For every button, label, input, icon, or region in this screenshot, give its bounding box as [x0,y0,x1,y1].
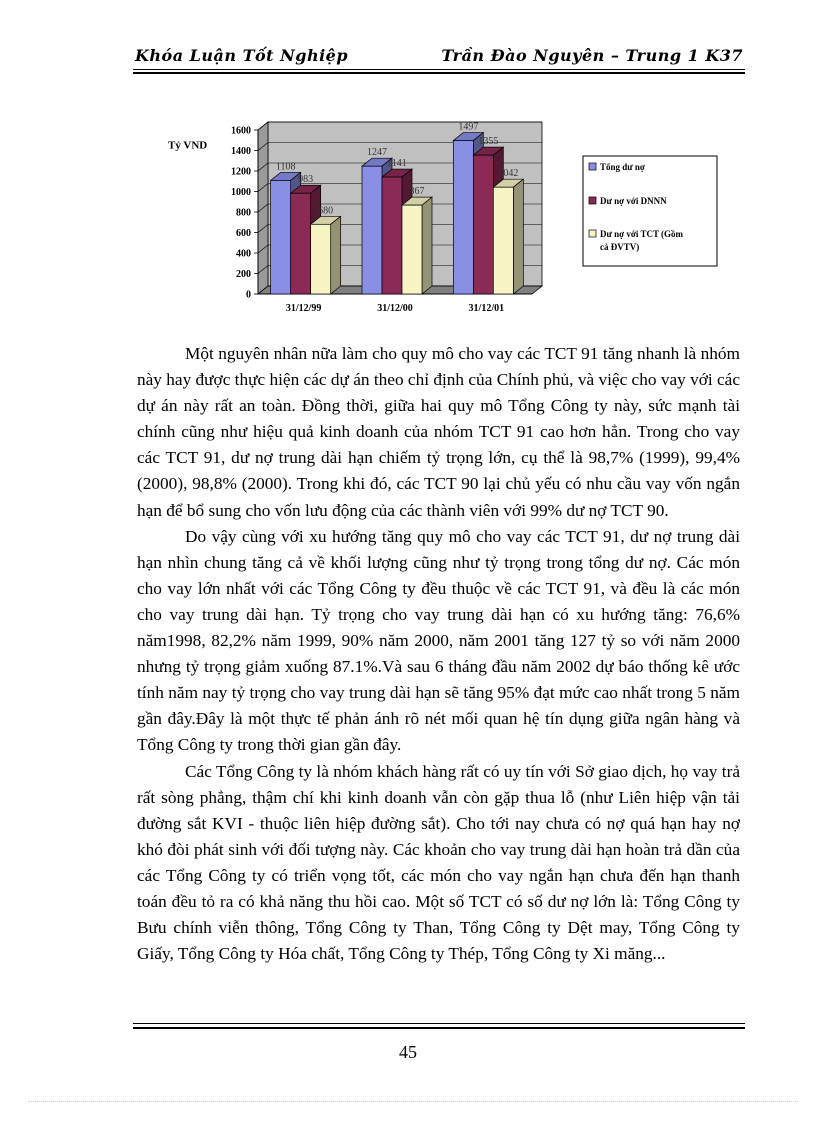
y-tick-label: 800 [236,207,251,219]
paragraph-1: Một nguyên nhân nữa làm cho quy mô cho vay các TCT 91 tăng nhanh là nhóm này hay được thực hiện các dự án theo chỉ định của Chính phủ, và việc cho vay với các dự án này rất an toàn. Đồng thời, giữa hai quy mô Tổng Công ty này, sức mạnh tài chính cũng như hiệu quả kinh doanh của nhóm TCT 91 cao hơn hẳn. Trong cho vay các TCT 91, dư nợ trung dài hạn chiếm tỷ trọng lớn, cụ thể là 98,7% (1999), 99,4% (2000), 98,8% (2000). Trong khi đó, các TCT 90 lại chủ yếu có nhu cầu vay vốn ngắn hạn để bổ sung cho vốn lưu động của các thành viên với 99% dư nợ TCT 90. [137,344,741,520]
bar [473,155,493,294]
y-axis-label: Tỷ VND [168,139,208,152]
bar-side [331,216,341,294]
bar-side [422,197,432,294]
legend-swatch [589,230,596,237]
legend-swatch [589,197,596,204]
bar [311,224,331,294]
y-tick-label: 1200 [231,166,251,178]
page-number: 45 [399,1042,417,1062]
y-tick-label: 1400 [231,146,251,157]
bar [402,205,422,294]
legend-label: Dư nợ với TCT (Gồm cả ĐVTV) [600,229,684,252]
bar [271,180,291,294]
y-tick-label: 400 [236,248,251,260]
bar-chart [160,118,720,322]
data-label: 1141 [387,158,407,170]
bar [382,177,402,294]
data-label: 983 [298,174,314,186]
x-tick-label: 31/12/01 [468,303,505,314]
bar [453,141,473,294]
body-text [137,341,740,967]
header-right: Trần Đào Nguyên – Trung 1 K37 [441,46,743,65]
bar-side [513,179,523,294]
page-bottom-dotted-line [28,1101,798,1102]
footer-rule-thick [133,1027,745,1029]
bar [493,187,513,294]
x-tick-label: 31/12/99 [285,303,322,314]
footer-rule-thin [133,1023,745,1024]
data-label: 1355 [478,136,499,148]
y-tick-label: 1600 [231,125,251,137]
legend-label: Dư nợ với DNNN [600,196,667,206]
page-header [135,44,743,68]
data-label: 1042 [498,168,519,180]
bar [291,193,311,294]
data-label: 1497 [458,121,479,133]
data-label: 680 [318,205,334,217]
bar [362,166,382,294]
y-tick-label: 1000 [231,187,251,198]
data-label: 867 [409,186,425,198]
y-tick-label: 600 [236,228,251,239]
data-label: 1247 [367,147,387,159]
x-tick-label: 31/12/00 [377,303,413,314]
paragraph-3: Các Tổng Công ty là nhóm khách hàng rất có uy tín với Sở giao dịch, họ vay trả rất sòng phẳng, thậm chí khi kinh doanh vẫn còn gặp thua lỗ (như Liên hiệp vận tải đường sắt KVI - thuộc liên hiệp đường sắt). Cho tới nay chưa có nợ quá hạn hay nợ khó đòi phát sinh với đối tượng này. Các khoản cho vay trung dài hạn hoàn trả dần của các Tổng Công ty có triển vọng tốt, các món cho vay ngắn hạn chưa đến hạn thanh toán đều tỏ ra có khả năng thu hồi cao. Một số TCT có số dư nợ lớn là: Tổng Công ty Bưu chính viễn thông, Tổng Công ty Than, Tổng Công ty Dệt may, Tổng Công ty Giấy, Tổng Công ty Hóa chất, Tổng Công ty Thép, Tổng Công ty Xi măng... [137,761,740,964]
y-tick-label: 200 [236,269,251,280]
legend-label: Tổng dư nợ [600,162,645,172]
data-label: 1108 [275,161,296,173]
y-tick-label: 0 [246,289,251,301]
header-left: Khóa Luận Tốt Nghiệp [135,46,349,65]
header-rule-thin [133,69,745,70]
header-rule-thick [133,72,745,74]
legend-swatch [589,163,596,170]
paragraph-2: Do vậy cùng với xu hướng tăng quy mô cho vay các TCT 91, dư nợ trung dài hạn nhìn chung tăng cả về khối lượng cũng như tỷ trọng trong tổng dư nợ. Các món cho vay lớn nhất với các Tổng Công ty đều thuộc về các TCT 91, và đều là các món cho vay trung dài hạn. Tỷ trọng cho vay trung dài hạn có xu hướng tăng: 76,6% năm1998, 82,2% năm 1999, 90% năm 2000, năm 2001 tăng 127 tỷ so với năm 2000 nhưng tỷ trọng giảm xuống 87.1%.Và sau 6 tháng đầu năm 2002 dự báo thống kê ước tính năm nay tỷ trọng cho vay trung dài hạn sẽ tăng 95% đạt mức cao nhất trong 5 năm gần đây.Đây là một thực tế phản ánh rõ nét mối quan hệ tín dụng giữa ngân hàng và Tổng Công ty trong thời gian gần đây. [137,526,740,755]
